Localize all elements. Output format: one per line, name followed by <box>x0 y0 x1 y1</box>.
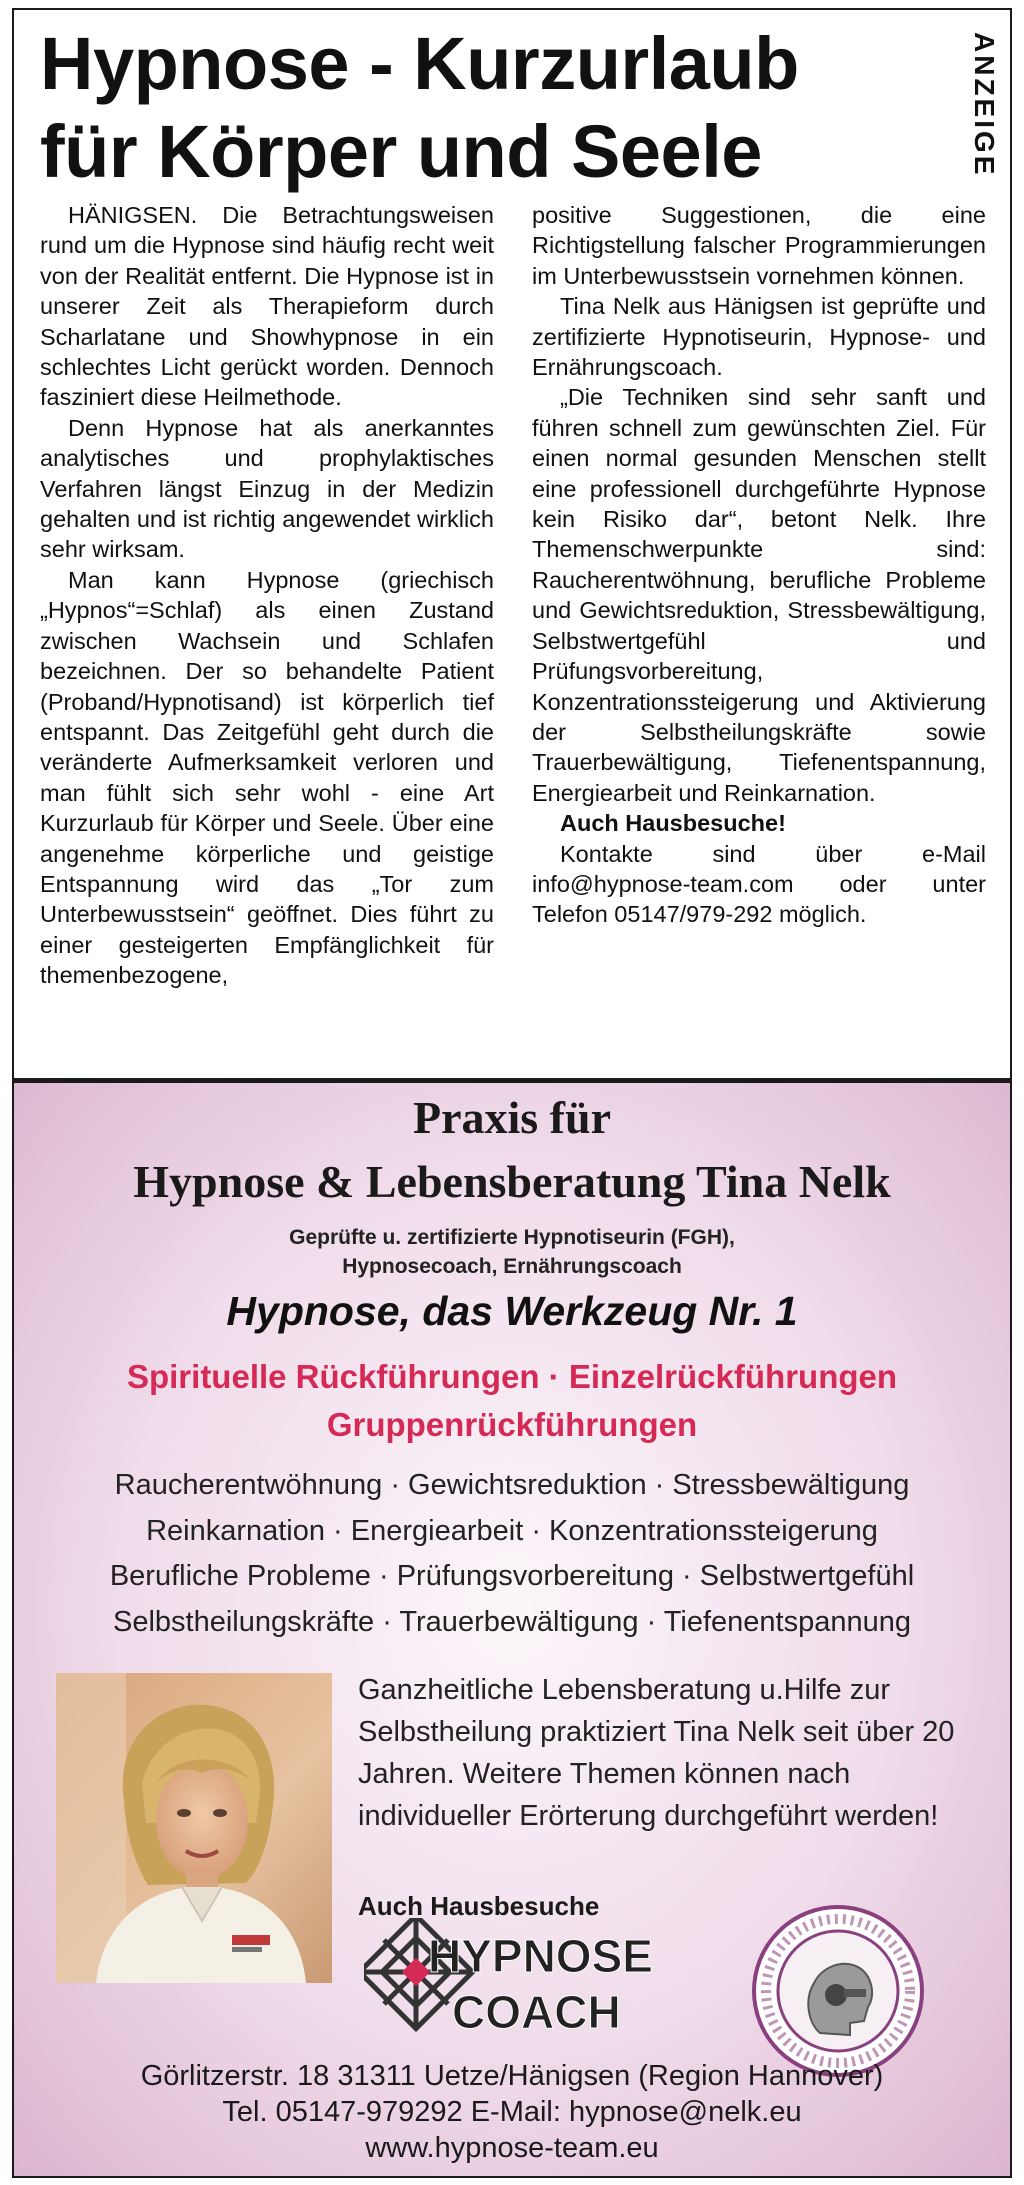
article-paragraph: Man kann Hypnose (griechisch „Hypnos“=Schlaf) als einen Zustand zwischen Wachsein und Schlafen bezeichnen. Der so behandelte Patient (Proband/Hypnotisand) ist körperlich tief entspannt. Das Zeitgefühl geht durch die veränderte Aufmerksamkeit verloren und man fühlt sich sehr wohl - eine Art Kurzurlaub für Körper und Seele. Über eine angenehme körperliche und geistige Entspannung wird das „Tor zum Unterbewusstsein“ geöffnet. Dies führt zu einer gesteigerten Empfänglichkeit für themenbezogene, <box>40 566 494 989</box>
topics-line: Reinkarnation · Energiearbeit · Konzentrationssteigerung <box>146 1514 878 1547</box>
contact-website[interactable]: www.hypnose-team.eu <box>365 2132 659 2164</box>
hypnose-coach-logo <box>364 1918 706 2040</box>
practice-advert <box>12 1080 1012 2178</box>
advert-highlight-services <box>14 1353 1010 1449</box>
portrait-photo <box>56 1673 332 1983</box>
article-paragraph: Tina Nelk aus Hänigsen ist geprüfte und zertifizierte Hypnotiseurin, Hypnose- und Ernährungscoach. <box>532 293 986 381</box>
advert-tagline: Hypnose, das Werkzeug Nr. 1 <box>226 1288 798 1334</box>
advert-description: Ganzheitliche Lebensberatung u.Hilfe zur Selbstheilung praktiziert Tina Nelk seit über 20 Jahren. Weitere Themen können nach individueller Erörterung durchgeführt werden! <box>358 1674 955 1832</box>
highlight-line-1: Spirituelle Rückführungen · Einzelrückführungen <box>126 1358 898 1395</box>
topics-line: Berufliche Probleme · Prüfungsvorbereitung · Selbstwertgefühl <box>109 1560 915 1592</box>
qualifications-line-1: Geprüfte u. zertifizierte Hypnotiseurin (FGH), <box>289 1226 735 1249</box>
editorial-article <box>12 8 1012 1080</box>
article-paragraph: „Die Techniken sind sehr sanft und führen schnell zum gewünschten Ziel. Für einen normal gesunden Menschen stellt eine professionell durchgeführte Hypnose kein Risiko dar“, betont Nelk. Ihre Themenschwerpunkte sind: Raucherentwöhnung, berufliche Probleme und Gewichtsreduktion, Stressbewältigung, Selbstwertgefühl und Prüfungsvorbereitung, Konzentrationssteigerung und Aktivierung der Selbstheilungskräfte sowie Trauerbewältigung, Tiefenentspannung, Energiearbeit und Reinkarnation. <box>532 384 986 806</box>
article-column-left <box>40 200 494 991</box>
article-contact-paragraph: Kontakte sind über e-Mail info@hypnose-team.com oder unter Telefon 05147/979-292 möglich. <box>532 840 986 928</box>
advert-title-line-2: Hypnose & Lebensberatung Tina Nelk <box>133 1156 891 1207</box>
advert-qualifications <box>14 1223 1010 1281</box>
contact-phone-email[interactable]: Tel. 05147-979292 E-Mail: hypnose@nelk.eu <box>222 2096 802 2128</box>
article-paragraph: positive Suggestionen, die eine Richtigstellung falscher Programmierungen im Unterbewusstsein vornehmen können. <box>532 202 986 289</box>
contact-address: Görlitzerstr. 18 31311 Uetze/Hänigsen (Region Hannover) <box>140 2060 884 2092</box>
article-subheading: Auch Hausbesuche! <box>560 810 786 837</box>
logo-word-coach: COACH <box>452 1986 621 2038</box>
headline-line-2: für Körper und Seele <box>40 110 762 193</box>
logo-word-hypnose: HYPNOSE <box>428 1930 653 1982</box>
association-seal <box>750 1903 926 2079</box>
topics-line: Selbstheilungskräfte · Trauerbewältigung · Tiefenentspannung <box>112 1605 911 1638</box>
article-paragraph: Denn Hypnose hat als anerkanntes analytisches und prophylaktisches Verfahren längst Einzug in der Medizin gehalten und ist richtig angewendet wirklich sehr wirksam. <box>40 414 494 563</box>
article-column-right <box>532 200 986 930</box>
topics-line: Raucherentwöhnung · Gewichtsreduktion · Stressbewältigung <box>114 1469 910 1501</box>
qualifications-line-2: Hypnosecoach, Ernährungscoach <box>342 1255 682 1278</box>
headline-line-1: Hypnose - Kurzurlaub <box>40 22 799 105</box>
article-paragraph: HÄNIGSEN. Die Betrachtungsweisen rund um die Hypnose sind häufig recht weit von der Realität entfernt. Die Hypnose ist in unserer Zeit als Therapieform durch Scharlatane und Showhypnose in ein schlechtes Licht gerückt worden. Dennoch fasziniert diese Heilmethode. <box>40 202 494 411</box>
advert-house-calls: Auch Hausbesuche <box>358 1891 600 1921</box>
advert-contact-block <box>14 2058 1010 2166</box>
highlight-line-2: Gruppenrückführungen <box>326 1406 698 1443</box>
article-headline <box>40 20 920 196</box>
advertisement-label: ANZEIGE <box>969 32 1000 178</box>
advert-topics <box>14 1463 1010 1645</box>
advert-title-line-1: Praxis für <box>412 1092 611 1143</box>
